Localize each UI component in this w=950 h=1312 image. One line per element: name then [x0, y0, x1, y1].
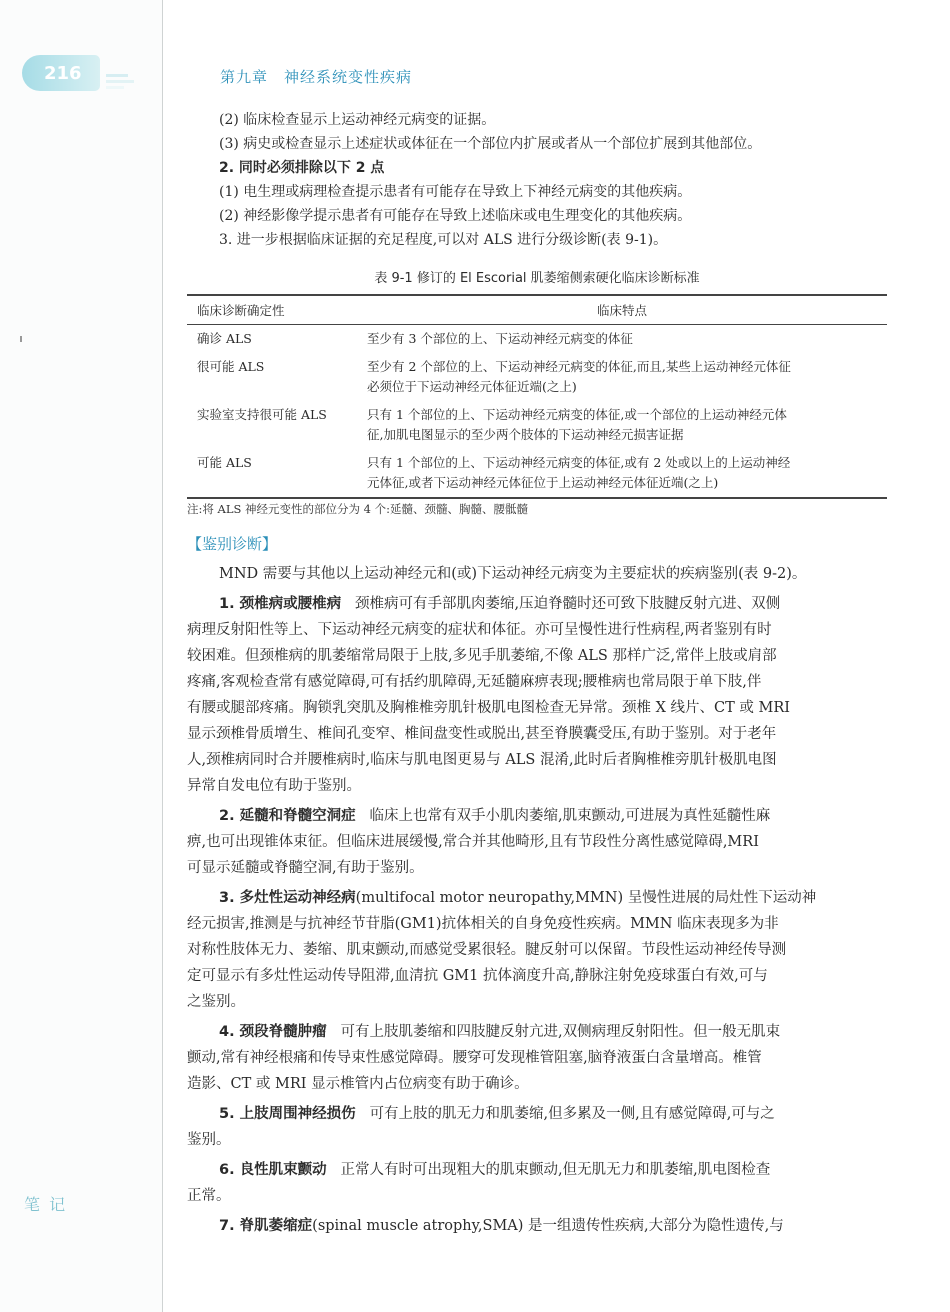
- page-content: [187, 108, 887, 1239]
- diagnosis-item: 3. 多灶性运动神经病(multifocal motor neuropathy,MMN) 呈慢性进展的局灶性下运动神 经元损害,推测是与抗神经节苷脂(GM1)抗体相关的自身免疫性疾病。MMN 临床表现多为非 对称性肢体无力、萎缩、肌束颤动,而感觉受累很轻。腱反射可以保留。节段性运动神经传导测 定可显示有多灶性运动传导阻滞,血清抗 GM1 抗体滴度升高,静脉注射免疫球蛋白有效,可与 之鉴别。: [187, 890, 817, 1010]
- exclusion-line: (1) 电生理或病理检查提示患者有可能存在导致上下神经元病变的其他疾病。: [219, 184, 692, 200]
- item-heading: 6. 良性肌束颤动: [219, 1162, 327, 1178]
- diagnosis-item: 6. 良性肌束颤动 正常人有时可出现粗大的肌束颤动,但无肌无力和肌萎缩,肌电图检查 正常。: [187, 1162, 771, 1204]
- margin-rule: [162, 0, 163, 1312]
- table-header-row: [187, 295, 887, 325]
- chapter-title: 神经系统变性疾病: [284, 68, 413, 86]
- chapter-header: [220, 66, 412, 87]
- diagnosis-item: 5. 上肢周围神经损伤 可有上肢的肌无力和肌萎缩,但多累及一侧,且有感觉障碍,可与之 鉴别。: [187, 1106, 775, 1148]
- exclusion-line: (2) 神经影像学提示患者有可能存在导致上述临床或电生理变化的其他疾病。: [219, 208, 692, 224]
- table-note: 注:将 ALS 神经元变性的部位分为 4 个:延髓、颈髓、胸髓、腰骶髓: [187, 502, 529, 516]
- table-row: [187, 449, 887, 498]
- item-heading: 1. 颈椎病或腰椎病: [219, 596, 342, 612]
- table-cell-label: 实验室支持很可能 ALS: [197, 407, 327, 422]
- grading-line: 3. 进一步根据临床证据的充足程度,可以对 ALS 进行分级诊断(表 9-1)。: [219, 232, 668, 248]
- table-cell-features: 只有 1 个部位的上、下运动神经元病变的体征,或一个部位的上运动神经元体 征,加肌电图显示的至少两个肢体的下运动神经元损害证据: [367, 407, 787, 442]
- table-cell-label: 很可能 ALS: [197, 359, 265, 374]
- table-header-certainty: 临床诊断确定性: [187, 295, 357, 325]
- item-heading: 4. 颈段脊髓肿瘤: [219, 1024, 327, 1040]
- table-cell-features: 只有 1 个部位的上、下运动神经元病变的体征,或有 2 处或以上的上运动神经 元体征,或者下运动神经元体征位于上运动神经元体征近端(之上): [357, 449, 887, 498]
- table-cell-features: 至少有 3 个部位的上、下运动神经元病变的体征: [367, 331, 633, 346]
- section-title: 【鉴别诊断】: [187, 535, 278, 553]
- table-cell-features: 至少有 2 个部位的上、下运动神经元病变的体征,而且,某些上运动神经元体征 必须位于下运动神经元体征近端(之上): [367, 359, 791, 394]
- margin-mark: [20, 336, 22, 342]
- notes-label: 笔 记: [24, 1195, 68, 1214]
- chapter-number: 第九章: [220, 68, 269, 86]
- left-margin: [0, 0, 162, 1312]
- table-row: [187, 401, 887, 449]
- diagnosis-item: 2. 延髓和脊髓空洞症 临床上也常有双手小肌肉萎缩,肌束颤动,可进展为真性延髓性麻 痹,也可出现锥体束征。但临床进展缓慢,常合并其他畸形,且有节段性分离性感觉障碍,MRI 可显示延髓或脊髓空洞,有助于鉴别。: [187, 808, 771, 876]
- table-header-features: 临床特点: [357, 295, 887, 325]
- page-number: 216: [44, 62, 82, 84]
- criteria-line: (3) 病史或检查显示上述症状或体征在一个部位内扩展或者从一个部位扩展到其他部位。: [219, 136, 762, 152]
- item-heading: 3. 多灶性运动神经病: [219, 890, 356, 906]
- diagnosis-item: 4. 颈段脊髓肿瘤 可有上肢肌萎缩和四肢腱反射亢进,双侧病理反射阳性。但一般无肌束 颤动,常有神经根痛和传导束性感觉障碍。腰穿可发现椎管阻塞,脑脊液蛋白含量增高。椎管 造影、CT 或 MRI 显示椎管内占位病变有助于确诊。: [187, 1024, 781, 1092]
- table-cell-label: 可能 ALS: [187, 449, 357, 498]
- intro-paragraph: MND 需要与其他以上运动神经元和(或)下运动神经元病变为主要症状的疾病鉴别(表 9-2)。: [219, 566, 807, 582]
- item-heading: 5. 上肢周围神经损伤: [219, 1106, 356, 1122]
- table-row: [187, 325, 887, 354]
- exclusion-heading: 2. 同时必须排除以下 2 点: [219, 160, 385, 176]
- table-caption: 表 9-1 修订的 El Escorial 肌萎缩侧索硬化临床诊断标准: [374, 271, 700, 286]
- item-heading: 7. 脊肌萎缩症: [219, 1218, 313, 1234]
- item-heading: 2. 延髓和脊髓空洞症: [219, 808, 356, 824]
- criteria-line: (2) 临床检查显示上运动神经元病变的证据。: [219, 112, 496, 128]
- diagnosis-table: [187, 294, 887, 499]
- badge-decoration-icon: [106, 60, 166, 100]
- diagnosis-item: 1. 颈椎病或腰椎病 颈椎病可有手部肌肉萎缩,压迫脊髓时还可致下肢腱反射亢进、双侧 病理反射阳性等上、下运动神经元病变的症状和体征。亦可呈慢性进行性病程,两者鉴别有时 较困难。但颈椎病的肌萎缩常局限于上肢,多见手肌萎缩,不像 ALS 那样广泛,常伴上肢或肩部 疼痛,客观检查常有感觉障碍,可有括约肌障碍,无延髓麻痹表现;腰椎病也常局限于单下肢,伴 有腰或腿部疼痛。胸锁乳突肌及胸椎椎旁肌针极肌电图检查无异常。颈椎 X 线片、CT 或 MRI 显示颈椎骨质增生、椎间孔变窄、椎间盘变性或脱出,甚至脊膜囊受压,有助于鉴别。对于老年 人,颈椎病同时合并腰椎病时,临床与肌电图更易与 ALS 混淆,此时后者胸椎椎旁肌针极肌电图 异常自发电位有助于鉴别。: [187, 596, 791, 794]
- diagnosis-item: 7. 脊肌萎缩症(spinal muscle atrophy,SMA) 是一组遗传性疾病,大部分为隐性遗传,与: [219, 1218, 784, 1234]
- table-cell-label: 确诊 ALS: [197, 331, 252, 346]
- table-row: [187, 353, 887, 401]
- page-number-badge: [22, 55, 100, 91]
